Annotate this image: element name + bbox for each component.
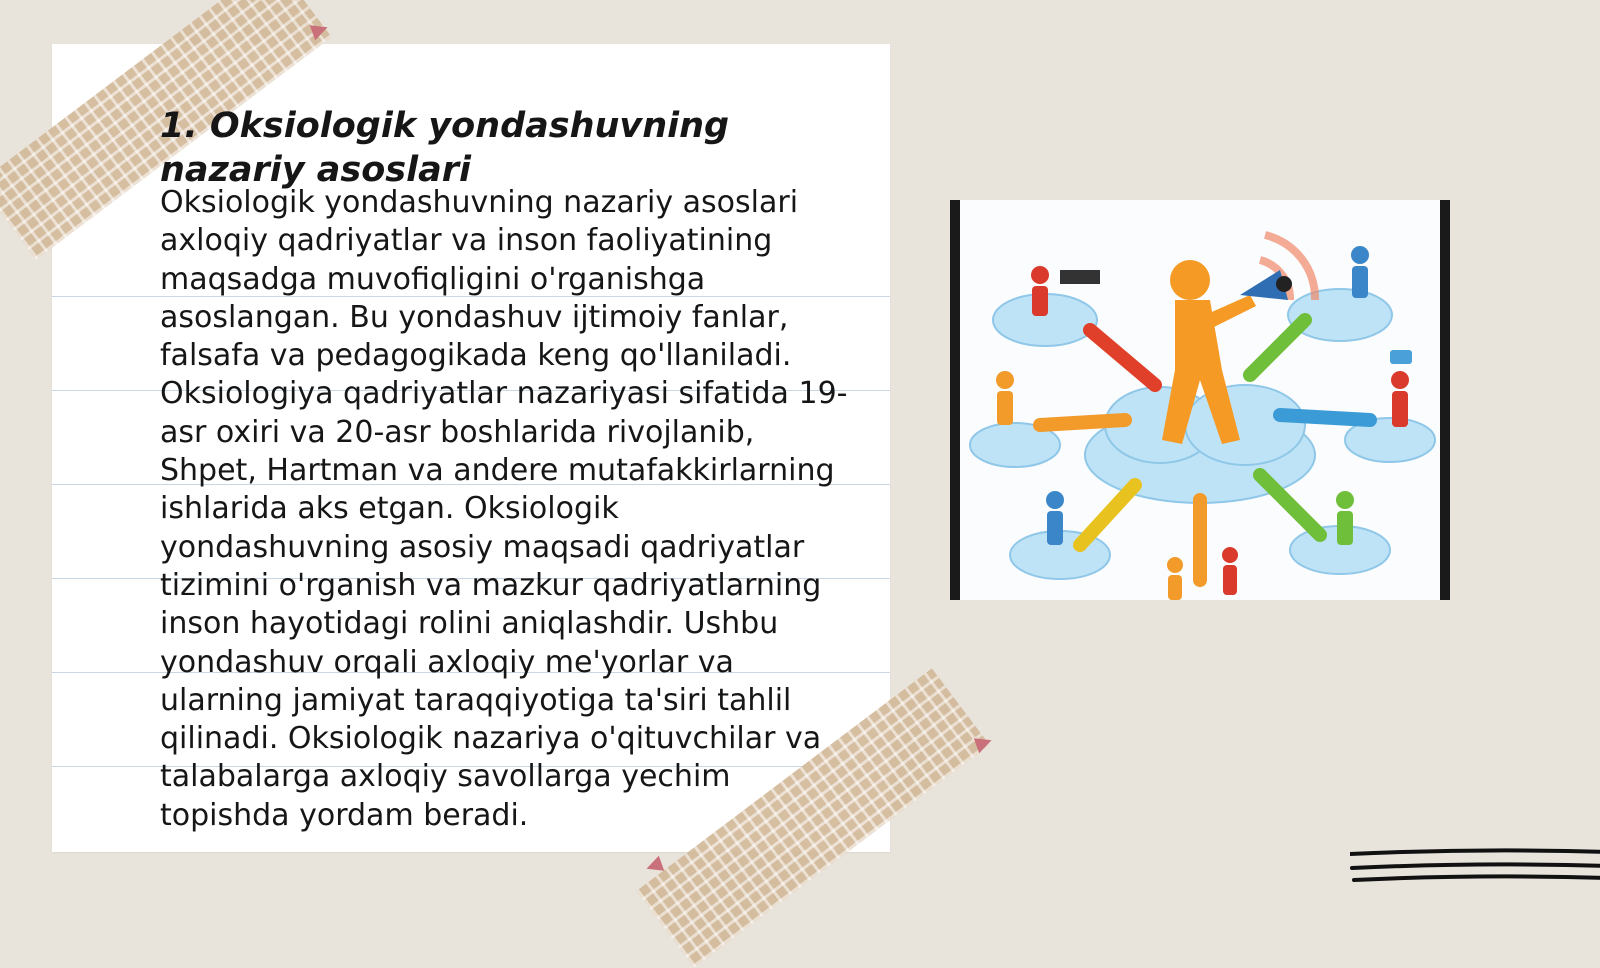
slide-body-text: Oksiologik yondashuvning nazariy asoslari axloqiy qadriyatlar va inson faoliyatining maqsadga muvofiqligini o'rganishga asoslangan. Bu yondashuv ijtimoiy fanlar, falsafa va pedagogikada keng qo'llaniladi. Oksiologiya qadriyatlar nazariyasi sifatida 19-asr oxiri va 20-asr boshlarida rivojlanib, Shpet, Hartman va andere mutafakkirlarning ishlarida aks etgan. Oksiologik yondashuvning asosiy maqsadi qadriyatlar tizimini o'rganish va mazkur qadriyatlarning inson hayotidagi rolini aniqlashdir. Ushbu yondashuv orqali axloqiy me'yorlar va ularning jamiyat taraqqiyotiga ta'siri tahlil qilinadi. Oksiologik nazariya o'qituvchilar va talabalarga axloqiy savollarga yechim topishda yordam beradi. [160,185,848,833]
people-network-icon [960,200,1440,600]
scribble-lines [1350,848,1600,888]
illustration-canvas [960,200,1440,600]
network-illustration [950,200,1450,600]
slide-title: 1. Oksiologik yondashuvning nazariy asoslari [160,106,730,190]
